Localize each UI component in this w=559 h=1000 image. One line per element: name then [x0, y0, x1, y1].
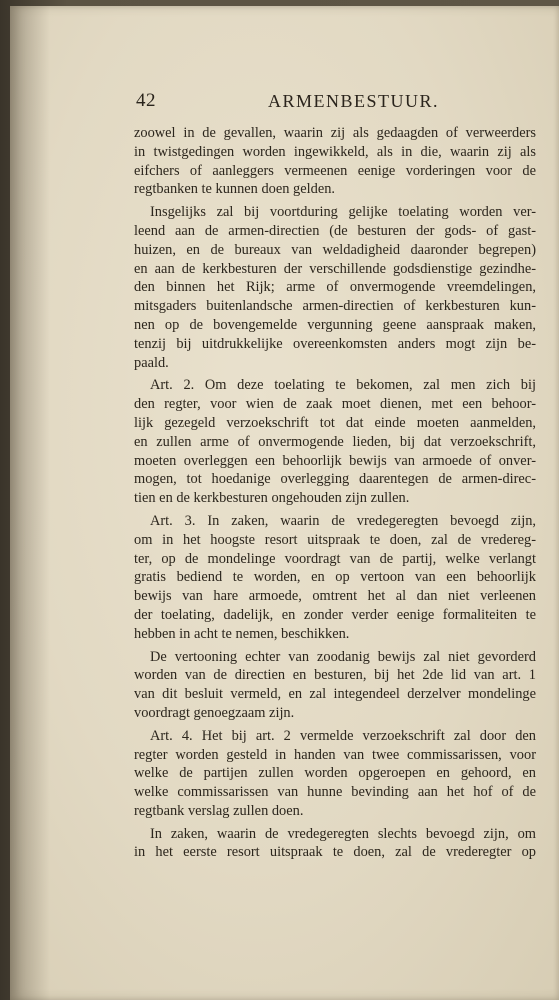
text-line: om in het hoogste resort uitspraak te doen, zal de vredereg-	[134, 531, 536, 548]
running-title: ARMENBESTUUR.	[268, 91, 440, 111]
text-line: den binnen het Rijk; arme of onvermogende vreemdelingen,	[134, 279, 536, 296]
text-line: voordragt genoegzaam zijn.	[134, 704, 295, 721]
text-line: ter, op de mondelinge voordragt van de partij, welke verlangt	[134, 550, 536, 567]
paragraph	[134, 512, 536, 644]
page-number: 42	[136, 90, 156, 111]
text-line: welke de partijen zullen worden opgeroepen en gehoord, en	[134, 765, 536, 782]
text-line: der toelating, dadelijk, en zonder verder eenige formaliteiten te	[134, 606, 536, 623]
text-line: lijk gezegeld verzoekschrift tot dat einde moeten aanmelden,	[134, 414, 536, 431]
text-line: in twistgedingen worden ingewikkeld, als in die, waarin zij als	[134, 143, 536, 160]
text-line: In zaken, waarin de vredegeregten slechts bevoegd zijn, om	[150, 825, 536, 842]
running-head	[128, 90, 540, 114]
paragraph	[134, 203, 536, 372]
text-line: leend aan de armen-directien (de besturen der gods- of gast-	[134, 222, 536, 239]
paragraph	[134, 727, 536, 821]
text-line: worden van de directien en besturen, bij het 2de lid van art. 1	[134, 667, 536, 684]
paragraph	[134, 124, 536, 199]
text-line: tenzij bij uitdrukkelijke overeenkomsten anders mogt zijn be-	[134, 335, 536, 352]
text-line: nen op de bovengemelde vergunning geene aanspraak maken,	[134, 316, 536, 333]
text-line: moeten overleggen een behoorlijk bewijs van armoede of onver-	[134, 452, 536, 469]
text-line: mogen, tot hoedanige overlegging daarentegen de armen-direc-	[134, 471, 536, 488]
paragraph	[134, 376, 536, 508]
body-text	[134, 124, 536, 862]
book-page	[10, 6, 559, 1000]
text-line: welke commissarissen van hunne bevinding aan het hof of de	[134, 784, 536, 801]
text-line: van dit besluit vermeld, en zal integendeel derzelver mondelinge	[134, 686, 536, 703]
text-line: Art. 4. Het bij art. 2 vermelde verzoekschrift zal door den	[150, 727, 536, 744]
text-line: regter worden gesteld in handen van twee commissarissen, voor	[134, 746, 536, 763]
text-line: gratis bediend te worden, en op vertoon van een behoorlijk	[134, 569, 536, 586]
text-line: regtbanken te kunnen doen gelden.	[134, 181, 335, 198]
text-line: bewijs van hare armoede, omtrent het al dan niet verleenen	[134, 588, 536, 605]
text-line: hebben in acht te nemen, beschikken.	[134, 625, 350, 642]
text-line: den regter, voor wien de zaak moet dienen, met een behoor-	[134, 396, 536, 413]
text-line: Insgelijks zal bij voortduring gelijke toelating worden ver-	[150, 204, 536, 221]
text-line: Art. 3. In zaken, waarin de vredegeregten bevoegd zijn,	[150, 512, 536, 529]
text-line: regtbank verslag zullen doen.	[134, 802, 304, 819]
text-line: in het eerste resort uitspraak te doen, zal de vrederegter op	[134, 844, 536, 861]
paragraph	[134, 825, 536, 863]
text-line: Art. 2. Om deze toelating te bekomen, zal men zich bij	[150, 377, 536, 394]
text-line: eifchers of aanleggers vermeenen eenige vorderingen voor de	[134, 162, 536, 179]
text-line: huizen, en de bureaux van weldadigheid daaronder begrepen)	[134, 241, 536, 258]
text-line: paald.	[134, 354, 169, 371]
text-line: en zullen arme of onvermogende lieden, bij dat verzoekschrift,	[134, 433, 536, 450]
text-line: zoowel in de gevallen, waarin zij als gedaagden of verweerders	[134, 125, 536, 141]
text-line: mitsgaders buitenlandsche armen-directien of kerkbesturen kun-	[134, 298, 536, 315]
text-line: De vertooning echter van zoodanig bewijs zal niet gevorderd	[150, 648, 536, 665]
text-line: tien en de kerkbesturen ongehouden zijn zullen.	[134, 490, 410, 507]
text-line: en aan de kerkbesturen der verschillende godsdienstige gezindhe-	[134, 260, 536, 277]
paragraph	[134, 648, 536, 723]
